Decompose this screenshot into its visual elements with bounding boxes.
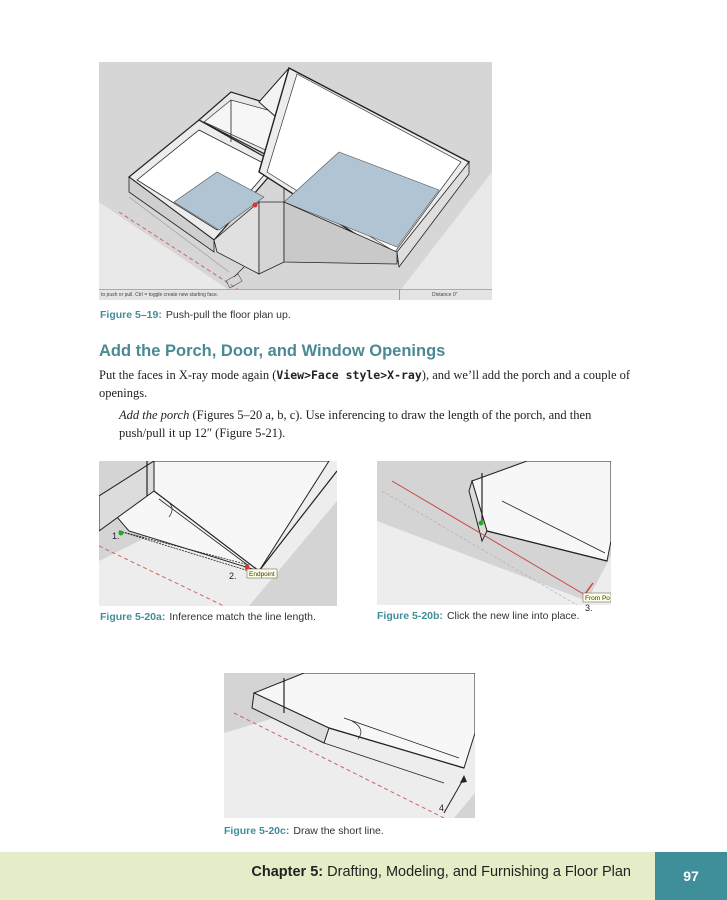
figure-5-20b-image xyxy=(377,461,611,605)
figure-label: Figure 5-20c: xyxy=(224,825,290,837)
chapter-title: Drafting, Modeling, and Furnishing a Floor Plan xyxy=(323,864,631,880)
figure-5-20a-caption xyxy=(100,611,316,623)
figure-5-19-caption xyxy=(100,309,291,321)
figure-5-20b-caption xyxy=(377,610,579,622)
caption-text: Draw the short line. xyxy=(293,825,384,837)
step-1-label: 1. xyxy=(112,531,120,541)
para2-italic-lead: Add the porch xyxy=(119,408,190,422)
step-3-label: 3. xyxy=(585,603,593,613)
figure-label: Figure 5–19: xyxy=(100,309,162,321)
status-distance-text: Distance 0" xyxy=(432,292,458,298)
para1-text-start: Put the faces in X-ray mode again ( xyxy=(99,368,277,382)
section-heading: Add the Porch, Door, and Window Openings xyxy=(99,342,446,360)
menu-path: View>Face style>X-ray xyxy=(276,368,422,382)
paragraph-xray xyxy=(99,366,634,402)
figure-5-20c-caption xyxy=(224,825,384,837)
status-hint-text: to push or pull. Ctrl = toggle create new starting face. xyxy=(101,292,219,298)
status-divider xyxy=(399,290,400,300)
para1-text-end: ), and we’ll add the porch and a couple of openings. xyxy=(99,368,631,400)
figure-5-19-image xyxy=(99,62,492,300)
chapter-label: Chapter 5: xyxy=(251,864,324,880)
para2-text: (Figures 5–20 a, b, c). Use inferencing to draw the length of the porch, and then push/pull it up 12″ (Figure 5-21). xyxy=(119,408,592,440)
step-4-label: 4. xyxy=(439,803,447,813)
step-2-label: 2. xyxy=(229,571,237,581)
figure-label: Figure 5-20a: xyxy=(100,611,166,623)
figure-5-20c-image xyxy=(224,673,475,818)
push-pull-floor-plan-illustration xyxy=(99,62,492,300)
short-line-illustration xyxy=(224,673,475,818)
figure-label: Figure 5-20b: xyxy=(377,610,443,622)
inference-line-illustration xyxy=(99,461,337,606)
caption-text: Push-pull the floor plan up. xyxy=(165,309,291,321)
sketchup-status-bar xyxy=(99,289,492,300)
from-point-tooltip: From Po xyxy=(585,595,610,602)
endpoint-tooltip: Endpoint xyxy=(249,571,275,578)
footer-band xyxy=(0,852,655,900)
page-number: 97 xyxy=(655,852,727,900)
new-line-illustration xyxy=(377,461,611,605)
caption-text: Inference match the line length. xyxy=(169,611,316,623)
paragraph-add-porch xyxy=(119,406,634,442)
caption-text: Click the new line into place. xyxy=(446,610,580,622)
chapter-running-title xyxy=(251,864,631,880)
figure-5-20a-image xyxy=(99,461,337,606)
